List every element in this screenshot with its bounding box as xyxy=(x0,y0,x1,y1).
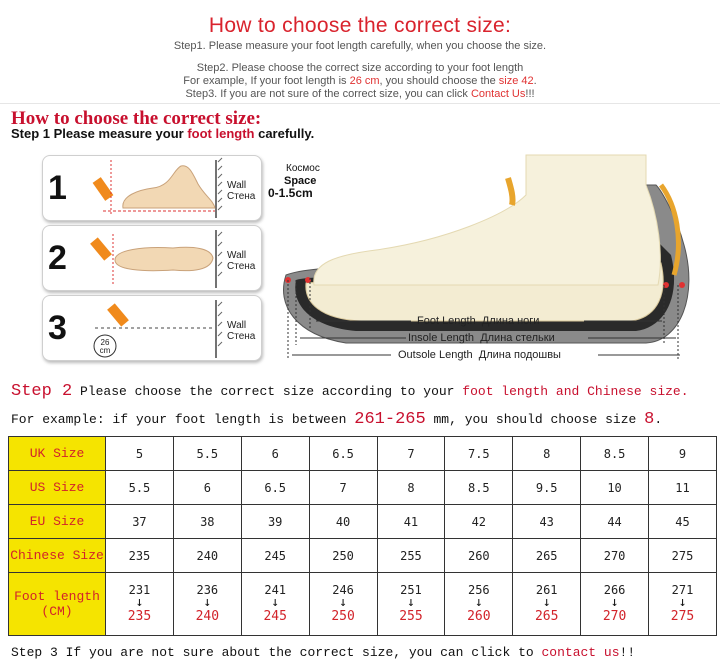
uk-size-row xyxy=(9,437,717,471)
row-header: UK Size xyxy=(9,437,106,471)
example-line: For example: if your foot length is between 261-265 mm, you should choose size 8. xyxy=(11,410,663,429)
step-number: 2 xyxy=(48,239,67,277)
size-chart-table xyxy=(8,436,717,636)
eu-size-row xyxy=(9,505,717,539)
cell: 270 xyxy=(581,539,649,573)
cell: 7.5 xyxy=(445,437,513,471)
cell: 275 xyxy=(649,539,717,573)
arrow-down-icon: ↓ xyxy=(542,595,551,610)
outsole-length-label: Outsole Length Длина подошвы xyxy=(398,349,561,361)
arrow-down-icon: ↓ xyxy=(407,595,415,610)
cell: 39 xyxy=(241,505,309,539)
cell: 235 xyxy=(106,539,174,573)
step3-line: Step 3 If you are not sure about the correct size, you can click to contact us!! xyxy=(11,645,636,660)
cell: 8.5 xyxy=(581,437,649,471)
foot-range-cell: 231 ↓ 235 xyxy=(106,573,174,636)
cell: 6 xyxy=(241,437,309,471)
cell: 10 xyxy=(581,471,649,505)
cell: 245 xyxy=(241,539,309,573)
contact-us-link[interactable]: contact us xyxy=(541,645,620,660)
wall-label: Wall Стена xyxy=(227,320,256,342)
top-instructions xyxy=(0,0,720,104)
cell: 6.5 xyxy=(241,471,309,505)
cell: 42 xyxy=(445,505,513,539)
cell: 41 xyxy=(377,505,445,539)
cell: 8 xyxy=(513,437,581,471)
arrow-down-icon: ↓ xyxy=(135,595,144,610)
foot-range-cell: 236 ↓ 240 xyxy=(173,573,241,636)
space-label: Космос Space 0-1.5cm xyxy=(268,163,320,200)
foot-range-cell: 266 ↓ 270 xyxy=(581,573,649,636)
header-step2: Step2. Please choose the correct size according to your foot length xyxy=(196,62,524,74)
step-number: 3 xyxy=(48,309,67,347)
cell: 38 xyxy=(173,505,241,539)
cell: 40 xyxy=(309,505,377,539)
measurement-illustration xyxy=(0,105,720,373)
cell: 5 xyxy=(106,437,174,471)
foot-range-cell: 241 ↓ 245 xyxy=(241,573,309,636)
arrow-down-icon: ↓ xyxy=(678,595,687,610)
arrow-down-icon: ↓ xyxy=(610,595,619,610)
cell: 5.5 xyxy=(106,471,174,505)
foot-range-cell: 271 ↓ 275 xyxy=(649,573,717,636)
row-header: EU Size xyxy=(9,505,106,539)
cell: 255 xyxy=(377,539,445,573)
header-step3: Step3. If you are not sure of the correct size, you can click Contact Us!!! xyxy=(185,88,535,100)
arrow-down-icon: ↓ xyxy=(474,595,483,610)
wall-label: Wall Стена xyxy=(227,250,256,272)
arrow-down-icon: ↓ xyxy=(271,595,280,610)
cell: 6.5 xyxy=(309,437,377,471)
header-step1: Step1. Please measure your foot length carefully, when you choose the size. xyxy=(173,40,547,52)
foot-length-label: Foot Length Длина ноги xyxy=(417,315,540,327)
foot-range-cell: 251 ↓ 255 xyxy=(377,573,445,636)
illustration-title: How to choose the correct size: xyxy=(11,108,262,129)
measure-badge: 26 cm xyxy=(99,338,111,355)
illustration-step1: Step 1 Please measure your foot length carefully. xyxy=(11,126,315,141)
cell: 45 xyxy=(649,505,717,539)
cell: 44 xyxy=(581,505,649,539)
cell: 5.5 xyxy=(173,437,241,471)
cell: 250 xyxy=(309,539,377,573)
us-size-row xyxy=(9,471,717,505)
step-card-2 xyxy=(42,225,262,291)
cell: 240 xyxy=(173,539,241,573)
row-header: Foot length (CM) xyxy=(9,573,106,636)
step-number: 1 xyxy=(48,169,67,207)
header-example: For example, If your foot length is 26 cm, you should choose the size 42. xyxy=(183,75,537,87)
row-header: Chinese Size xyxy=(9,539,106,573)
step-card-1 xyxy=(42,155,262,221)
cell: 9 xyxy=(649,437,717,471)
cell: 43 xyxy=(513,505,581,539)
arrow-down-icon: ↓ xyxy=(203,595,212,610)
arrow-down-icon: ↓ xyxy=(339,595,347,610)
row-header: US Size xyxy=(9,471,106,505)
step-card-3 xyxy=(42,295,262,361)
step2-line: Step 2 Please choose the correct size according to your foot length and Chinese size. xyxy=(11,382,689,401)
header-title: How to choose the correct size: xyxy=(208,14,512,37)
cell: 8 xyxy=(377,471,445,505)
cell: 9.5 xyxy=(513,471,581,505)
cell: 6 xyxy=(173,471,241,505)
chinese-size-row xyxy=(9,539,717,573)
insole-length-label: Insole Length Длина стельки xyxy=(408,332,555,344)
cell: 11 xyxy=(649,471,717,505)
foot-range-cell: 261 ↓ 265 xyxy=(513,573,581,636)
cell: 8.5 xyxy=(445,471,513,505)
contact-us-link[interactable]: Contact Us xyxy=(470,88,526,100)
foot-length-row xyxy=(9,573,717,636)
cell: 265 xyxy=(513,539,581,573)
cell: 7 xyxy=(309,471,377,505)
foot-range-cell: 256 ↓ 260 xyxy=(445,573,513,636)
cell: 260 xyxy=(445,539,513,573)
wall-label: Wall Стена xyxy=(227,180,256,202)
cell: 37 xyxy=(106,505,174,539)
foot-range-cell: 246 ↓ 250 xyxy=(309,573,377,636)
cell: 7 xyxy=(377,437,445,471)
